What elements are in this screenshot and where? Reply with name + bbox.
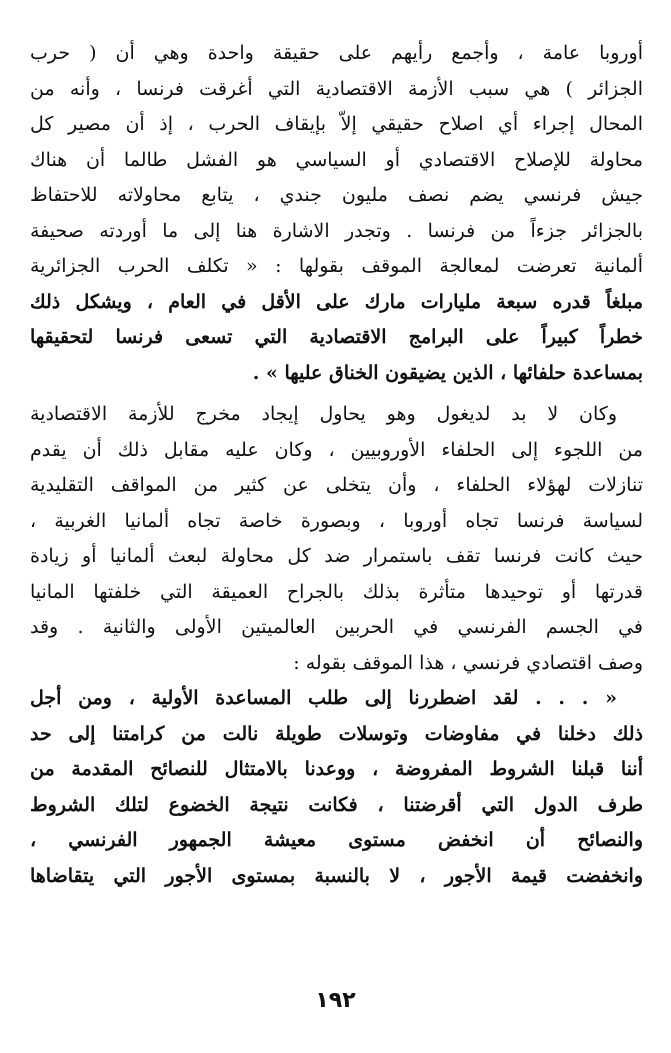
text-line: لسياسة فرنسا تجاه أوروبا ، وبصورة خاصة تجاه ألمانيا الغربية ، <box>30 509 643 532</box>
text-line: في الجسم الفرنسي في الحربين العالميتين الأولى والثانية . وقد <box>30 616 643 638</box>
quote-line: بمساعدة حلفائها ، الذين يضيقون الخناق عليها » . <box>252 361 643 384</box>
text-line: ألمانية تعرضت لمعالجة الموقف بقولها : « تكلف الحرب الجزائرية <box>30 255 643 277</box>
text-line: المحال إجراء أي اصلاح حقيقي إلاّ بإيقاف الحرب ، إذ أن مصير كل <box>30 113 643 135</box>
text-line: جيش فرنسي يضم نصف مليون جندي ، يتابع محاولاته للاحتفاظ <box>30 184 643 206</box>
text-line: من اللجوء إلى الحلفاء الأوروبيين ، وكان عليه مقابل ذلك أن يقدم <box>30 438 643 461</box>
text-line: وكان لا بد لديغول وهو يحاول إيجاد مخرج للأزمة الاقتصادية <box>30 403 617 425</box>
paragraph-1 <box>30 36 643 391</box>
text-line: قدرتها أو توحيدها متأثرة بذلك بالجراح العميقة التي خلفتها المانيا <box>30 580 643 603</box>
text-line: تنازلات لهؤلاء الحلفاء ، وأن يتخلى عن كثير من المواقف التقليدية <box>30 474 643 496</box>
quote-line: « . . . لقد اضطررنا إلى طلب المساعدة الأولية ، ومن أجل <box>30 687 617 709</box>
page-number: ١٩٢ <box>315 988 356 1013</box>
text-line: حيث كانت فرنسا تقف باستمرار ضد كل محاولة لبعث ألمانيا أو زيادة <box>30 545 643 567</box>
paragraph-2 <box>30 397 643 681</box>
quote-line: وانخفضت قيمة الأجور ، لا بالنسبة بمستوى الأجور التي يتقاضاها <box>30 864 643 887</box>
quote-line: طرف الدول التي أقرضتنا ، فكانت نتيجة الخضوع لتلك الشروط <box>30 793 643 816</box>
quote-line: خطراً كبيراً على البرامج الاقتصادية التي تسعى فرنسا لتحقيقها <box>30 326 643 348</box>
text-line: أوروبا عامة ، وأجمع رأيهم على حقيقة واحدة وهي أن ( حرب <box>30 42 643 64</box>
text-line: وصف اقتصادي فرنسي ، هذا الموقف بقوله : <box>293 651 643 674</box>
text-line: الجزائر ) هي سبب الأزمة الاقتصادية التي أغرقت فرنسا ، وأنه من <box>30 77 643 100</box>
quote-line: والنصائح أن انخفض مستوى معيشة الجمهور الفرنسي ، <box>30 829 643 851</box>
text-line: محاولة للإصلاح الاقتصادي أو السياسي هو الفشل طالما أن هناك <box>30 148 643 171</box>
quote-line: ذلك دخلنا في مفاوضات وتوسلات طويلة نالت من كرامتنا إلى حد <box>30 722 643 745</box>
page-body <box>30 36 643 894</box>
quote-line: مبلغاً قدره سبعة مليارات مارك على الأقل في العام ، ويشكل ذلك <box>30 290 643 313</box>
paragraph-3-quote <box>30 681 643 894</box>
quote-line: أننا قبلنا الشروط المفروضة ، ووعدنا بالامتثال للنصائح المقدمة من <box>30 758 643 780</box>
text-line: بالجزائر جزءاً من فرنسا . وتجدر الاشارة هنا إلى ما أوردته صحيفة <box>30 219 643 242</box>
